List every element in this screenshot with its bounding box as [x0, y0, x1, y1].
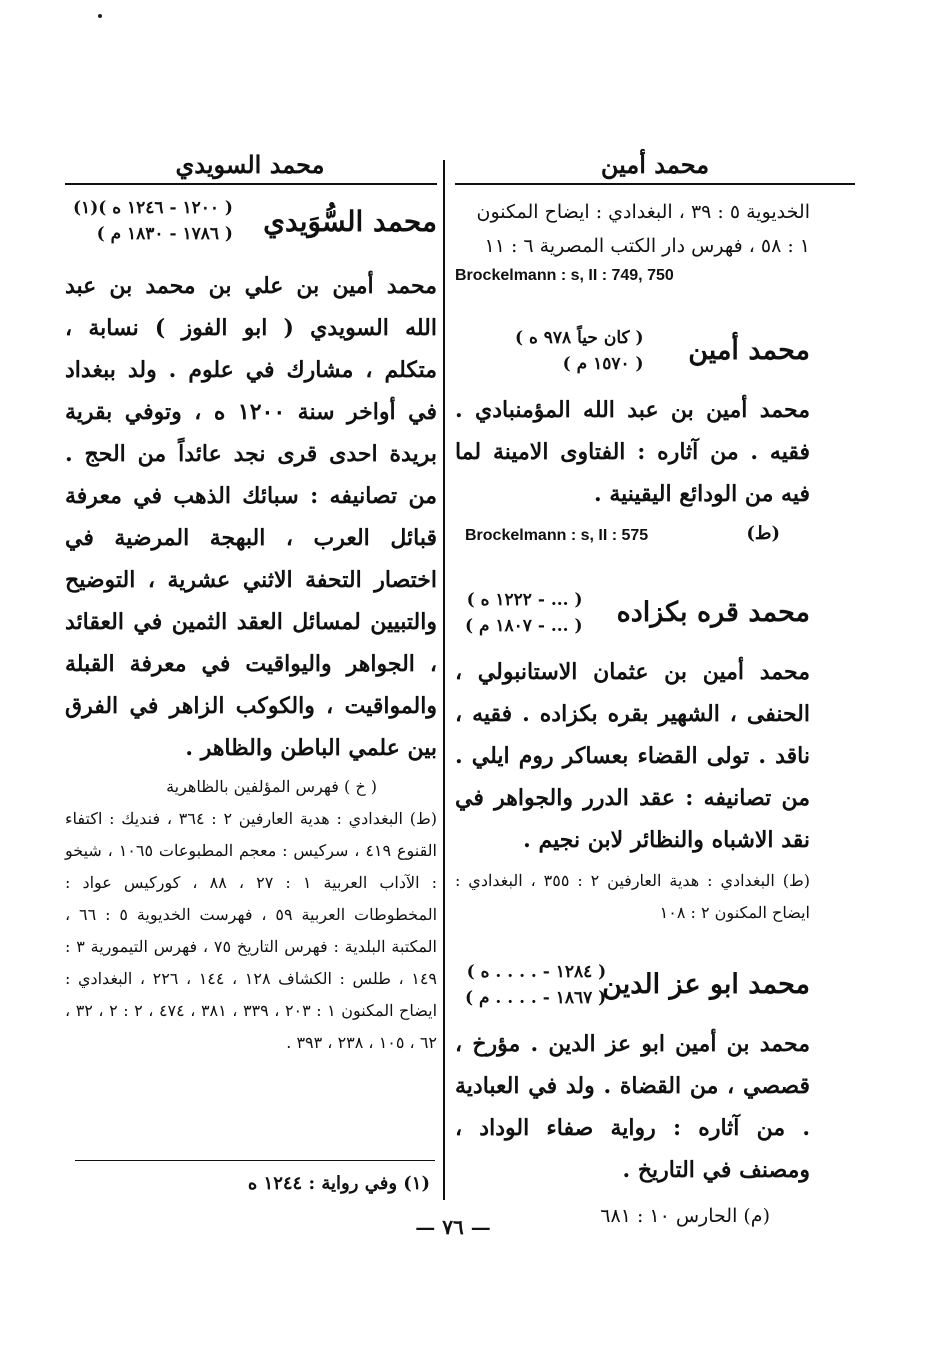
- entry-body: محمد أمين بن عبد الله المؤمنبادي . فقيه . من آثاره : الفتاوى الامينة لما فيه من الودائع اليقينية .: [455, 397, 810, 507]
- left-column: [65, 195, 437, 1059]
- running-header-right: محمد أمين: [600, 150, 710, 179]
- entry-name: محمد أمين: [688, 335, 810, 366]
- header-rule-left: [65, 183, 437, 185]
- dates-gregorian: ( ... - ١٨٠٧ م ): [465, 616, 583, 636]
- source-code: (ط): [746, 523, 780, 544]
- page-number: — ٧٦ —: [415, 1215, 491, 1239]
- top-ref-line-2: ١ : ٥٨ ، فهرس دار الكتب المصرية ٦ : ١١: [484, 235, 810, 257]
- entry-ref-kh: ( خ ) فهرس المؤلفين بالظاهرية: [166, 777, 377, 796]
- dates-hijri: ( ١٢٨٤ - . . . . ه ): [466, 962, 607, 982]
- running-header-left: محمد السويدي: [175, 150, 325, 179]
- entry-refs: (ط) البغدادي : هدية العارفين ٢ : ٣٦٤ ، فنديك : اكتفاء القنوع ٤١٩ ، سركيس : معجم المطبوعات ١٠٦٥ ، شيخو : الآداب العربية ١ : ٢٧ ، ٨٨ ، كوركيس عواد : المخطوطات العربية ٥٩ ، فهرست الخديوية ٥ : ٦٦ ، المكتبة البلدية : فهرس التاريخ ٧٥ ، فهرس التيمورية ٣ : ١٤٩ ، طلس : الكشاف ١٢٨ ، ١٤٤ ، ٢٢٦ ، البغدادي : ايضاح المكنون ١ : ٢٠٣ ، ٣٣٩ ، ٣٨١ ، ٤٧٤ ، ٢ : ٢ ، ٣٢ ، ٦٢ ، ١٠٥ ، ٢٣٨ ، ٣٩٣ .: [65, 809, 438, 1052]
- entry-dates: [465, 959, 606, 1011]
- speck-mark: [98, 14, 102, 18]
- entry-body: محمد أمين بن عثمان الاستانبولي ، الحنفى ، الشهير بقره بكزاده . فقيه ، ناقد . تولى القضاء بعساكر روم ايلي . من تصانيفه : عقد الدرر والجواهر في نقد الاشباه والنظائر لابن نجيم .: [455, 659, 810, 853]
- entry-mohammad-amin: [455, 325, 810, 553]
- footnote-rule: [75, 1160, 435, 1161]
- entry-body: محمد أمين بن علي بن محمد بن عبد الله السويدي ( ابو الفوز ) نسابة ، متكلم ، مشارك في علوم . ولد ببغداد في أواخر سنة ١٢٠٠ ه ، وتوفي بقرية بريدة احدى قرى نجد عائداً من الحج . من تصانيفه : سبائك الذهب في معرفة قبائل العرب ، البهجة المرضية في اختصار التحفة الاثني عشرية ، التوضيح والتبيين لمسائل العقد الثمين في العقائد ، الجواهر واليواقيت في معرفة القبلة والمواقيت ، والكوكب الزاهر في الفرق بين علمي الباطن والظاهر .: [65, 273, 437, 761]
- entry-refs: (ط) البغدادي : هدية العارفين ٢ : ٣٥٥ ، البغدادي : ايضاح المكنون ٢ : ١٠٨: [455, 871, 811, 922]
- top-latin-ref: Brockelmann : s, II : 749, 750: [455, 267, 674, 284]
- dates-hijri: ( ١٢٠٠ - ١٢٤٦ ه )(١): [73, 198, 233, 218]
- column-divider: [443, 160, 445, 1200]
- entry-name: محمد السُّوَيدي: [263, 205, 437, 238]
- top-ref-line-1: الخديوية ٥ : ٣٩ ، البغدادي : ايضاح المكنون: [476, 201, 810, 223]
- entry-name: محمد ابو عز الدين: [602, 969, 810, 1000]
- dates-gregorian: ( ١٧٨٦ - ١٨٣٠ م ): [96, 224, 233, 244]
- source-latin: Brockelmann : s, II : 575: [465, 527, 649, 544]
- entry-al-suwaydi: [65, 195, 437, 1059]
- dates-hijri: ( كان حياً ٩٧٨ ه ): [515, 328, 644, 348]
- entry-dates: [73, 195, 233, 247]
- entry-name: محمد قره بكزاده: [616, 597, 810, 628]
- entry-refs: (م) الحارس ١٠ : ٦٨١: [600, 1205, 770, 1227]
- entry-body: محمد بن أمين ابو عز الدين . مؤرخ ، قصصي ، من القضاة . ولد في العبادية . من آثاره : رواية صفاء الوداد ، ومصنف في التاريخ .: [455, 1031, 810, 1183]
- entry-abu-izz-al-din: [455, 959, 810, 1233]
- entry-qara-bakzadeh: [455, 587, 810, 929]
- dates-gregorian: ( ١٥٧٠ م ): [562, 354, 644, 374]
- entry-source: [455, 523, 810, 553]
- entry-dates: [515, 325, 644, 377]
- dates-hijri: ( ... - ١٢٢٢ ه ): [466, 590, 583, 610]
- entry-dates: [465, 587, 583, 639]
- right-column: [455, 195, 810, 1233]
- header-rule-right: [455, 183, 855, 185]
- footnote: (١) وفي رواية : ١٢٤٤ ه: [247, 1173, 430, 1194]
- dates-gregorian: ( ١٨٦٧ - . . . . م ): [465, 988, 607, 1008]
